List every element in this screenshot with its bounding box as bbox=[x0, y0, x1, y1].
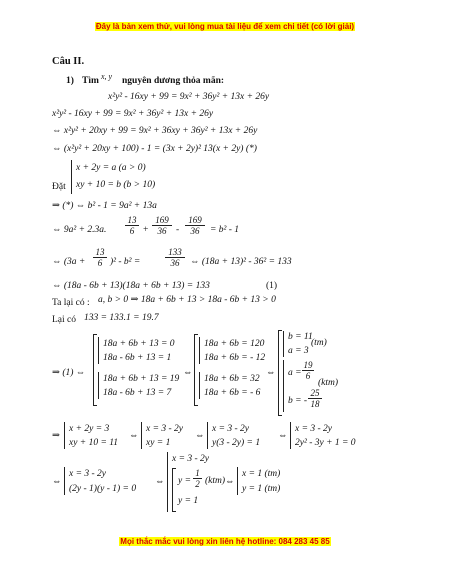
solution-line: a = 3 bbox=[288, 346, 309, 356]
system-line: x = 3 - 2y bbox=[172, 454, 210, 464]
derivation-2-pre: ⇔ 9a² + 2.3a. bbox=[52, 225, 107, 235]
fraction: 1 2 bbox=[193, 468, 202, 489]
problem-equation: x²y² - 16xy + 99 = 9x² + 36y² + 13x + 26y bbox=[108, 92, 270, 102]
brace bbox=[199, 372, 200, 399]
brace bbox=[71, 160, 72, 194]
fraction: 25 18 bbox=[308, 388, 322, 409]
brace bbox=[98, 372, 99, 399]
brace bbox=[64, 467, 65, 495]
system-line: y(3 - 2y) = 1 bbox=[212, 438, 261, 448]
note-2: 133 = 133.1 = 19.7 bbox=[84, 313, 159, 323]
system-line: 18a + 6b = 32 bbox=[204, 374, 260, 384]
substitution-line-1: x + 2y = a (a > 0) bbox=[76, 163, 146, 173]
equivalent-sign: ⇔ bbox=[266, 368, 276, 378]
brace bbox=[98, 337, 99, 364]
solution-line: b = - bbox=[288, 396, 308, 406]
system-line: 18a + 6b = - 12 bbox=[204, 353, 266, 363]
system-line: 18a - 6b + 13 = 7 bbox=[103, 388, 172, 398]
solution-tag: (tm) bbox=[311, 338, 327, 348]
fraction: 19 6 bbox=[303, 360, 313, 381]
derivation-3-pre: ⇔ (3a + bbox=[52, 257, 86, 267]
fraction: 13 6 bbox=[125, 215, 139, 236]
derivation-2-post: = b² - 1 bbox=[210, 225, 240, 235]
equivalent-sign: ⇔ bbox=[52, 477, 62, 487]
equivalent-sign: ⇔ bbox=[129, 431, 139, 441]
solution-line: a = bbox=[288, 368, 302, 378]
hotline-banner: Mọi thắc mắc vui lòng xin liên hệ hotline: 084 283 45 85 bbox=[120, 537, 330, 546]
brace bbox=[199, 337, 200, 364]
system-line: x + 2y = 3 bbox=[69, 424, 110, 434]
system-line: 18a + 6b + 13 = 0 bbox=[103, 339, 175, 349]
equivalent-sign: ⇔ bbox=[225, 477, 235, 487]
problem-suffix: nguyên dương thỏa mãn: bbox=[122, 76, 225, 86]
brace bbox=[283, 331, 284, 357]
brace bbox=[141, 422, 142, 449]
preview-banner: Đây là bản xem thử, vui lòng mua tài liệu để xem chi tiết (có lời giải) bbox=[95, 22, 355, 31]
system-line: xy = 1 bbox=[146, 438, 171, 448]
problem-number: 1) bbox=[66, 76, 74, 86]
system-line: x = 3 - 2y bbox=[295, 424, 333, 434]
system-line: y = bbox=[178, 476, 192, 486]
equivalent-sign: ⇔ bbox=[195, 431, 205, 441]
note-2-label: Lại có bbox=[52, 315, 77, 325]
fraction: 169 36 bbox=[185, 215, 205, 236]
cases-lead: ⇒ (1) ⇔ bbox=[52, 368, 86, 378]
system-line: 2y² - 3y + 1 = 0 bbox=[295, 438, 356, 448]
derivation-1: ⇒ (*) ⇔ b² - 1 = 9a² + 13a bbox=[52, 201, 157, 211]
solution-line: b = 11 bbox=[288, 332, 313, 342]
bracket bbox=[172, 468, 176, 512]
brace bbox=[237, 467, 238, 495]
system-line: y = 1 bbox=[178, 496, 199, 506]
equivalent-sign: ⇔ bbox=[278, 431, 288, 441]
system-line: x = 3 - 2y bbox=[212, 424, 250, 434]
fraction: 133 36 bbox=[165, 247, 185, 268]
system-line: xy + 10 = 11 bbox=[69, 438, 119, 448]
brace bbox=[207, 422, 208, 449]
substitution-label: Đặt bbox=[52, 182, 66, 192]
solution-tag: (ktm) bbox=[318, 378, 339, 388]
system-line: 18a + 6b = - 6 bbox=[204, 388, 261, 398]
brace bbox=[167, 452, 168, 512]
system-line: x = 3 - 2y bbox=[146, 424, 184, 434]
plus-sign: + bbox=[143, 225, 149, 235]
derivation-3-mid: )² - b² = bbox=[110, 257, 141, 267]
brace bbox=[290, 422, 291, 449]
bracket bbox=[194, 334, 198, 406]
note-1-label: Ta lại có : bbox=[52, 298, 90, 308]
note-1: a, b > 0 ⇒ 18a + 6b + 13 > 18a - 6b + 13 > 0 bbox=[98, 295, 276, 305]
equivalent-sign: ⇔ bbox=[183, 368, 193, 378]
system-line: 18a - 6b + 13 = 1 bbox=[103, 353, 172, 363]
implies-sign: ⇒ bbox=[52, 431, 60, 441]
brace bbox=[283, 360, 284, 412]
fraction: 13 6 bbox=[93, 247, 107, 268]
bracket bbox=[93, 334, 97, 406]
substitution-line-2: xy + 10 = b (b > 10) bbox=[76, 180, 156, 190]
brace bbox=[64, 422, 65, 449]
solution-tag: (ktm) bbox=[205, 476, 226, 486]
system-line: y = 1 (tm) bbox=[242, 484, 281, 494]
problem-vars: x, y bbox=[101, 72, 113, 81]
derivation-3-post: ⇔ (18a + 13)² - 36² = 133 bbox=[190, 257, 292, 267]
problem-prefix: Tìm bbox=[82, 76, 99, 86]
derivation-4: ⇔ (18a - 6b + 13)(18a + 6b + 13) = 133 bbox=[52, 281, 210, 291]
section-heading: Câu II. bbox=[52, 56, 85, 67]
equation-tag: (1) bbox=[266, 281, 278, 291]
system-line: x = 3 - 2y bbox=[69, 469, 107, 479]
system-line: (2y - 1)(y - 1) = 0 bbox=[69, 484, 137, 494]
step-1: x²y² - 16xy + 99 = 9x² + 36y² + 13x + 26y bbox=[52, 109, 214, 119]
system-line: x = 1 (tm) bbox=[242, 469, 281, 479]
equivalent-sign: ⇔ bbox=[155, 477, 165, 487]
minus-sign: - bbox=[176, 225, 180, 235]
bracket bbox=[278, 330, 282, 416]
system-line: 18a + 6b = 120 bbox=[204, 339, 265, 349]
fraction: 169 36 bbox=[152, 215, 172, 236]
step-3: ⇔ (x²y² + 20xy + 100) - 1 = (3x + 2y)² 13(x + 2y) (*) bbox=[52, 144, 257, 154]
system-line: 18a + 6b + 13 = 19 bbox=[103, 374, 180, 384]
step-2: ⇔ x²y² + 20xy + 99 = 9x² + 36xy + 36y² + 13x + 26y bbox=[52, 126, 258, 136]
